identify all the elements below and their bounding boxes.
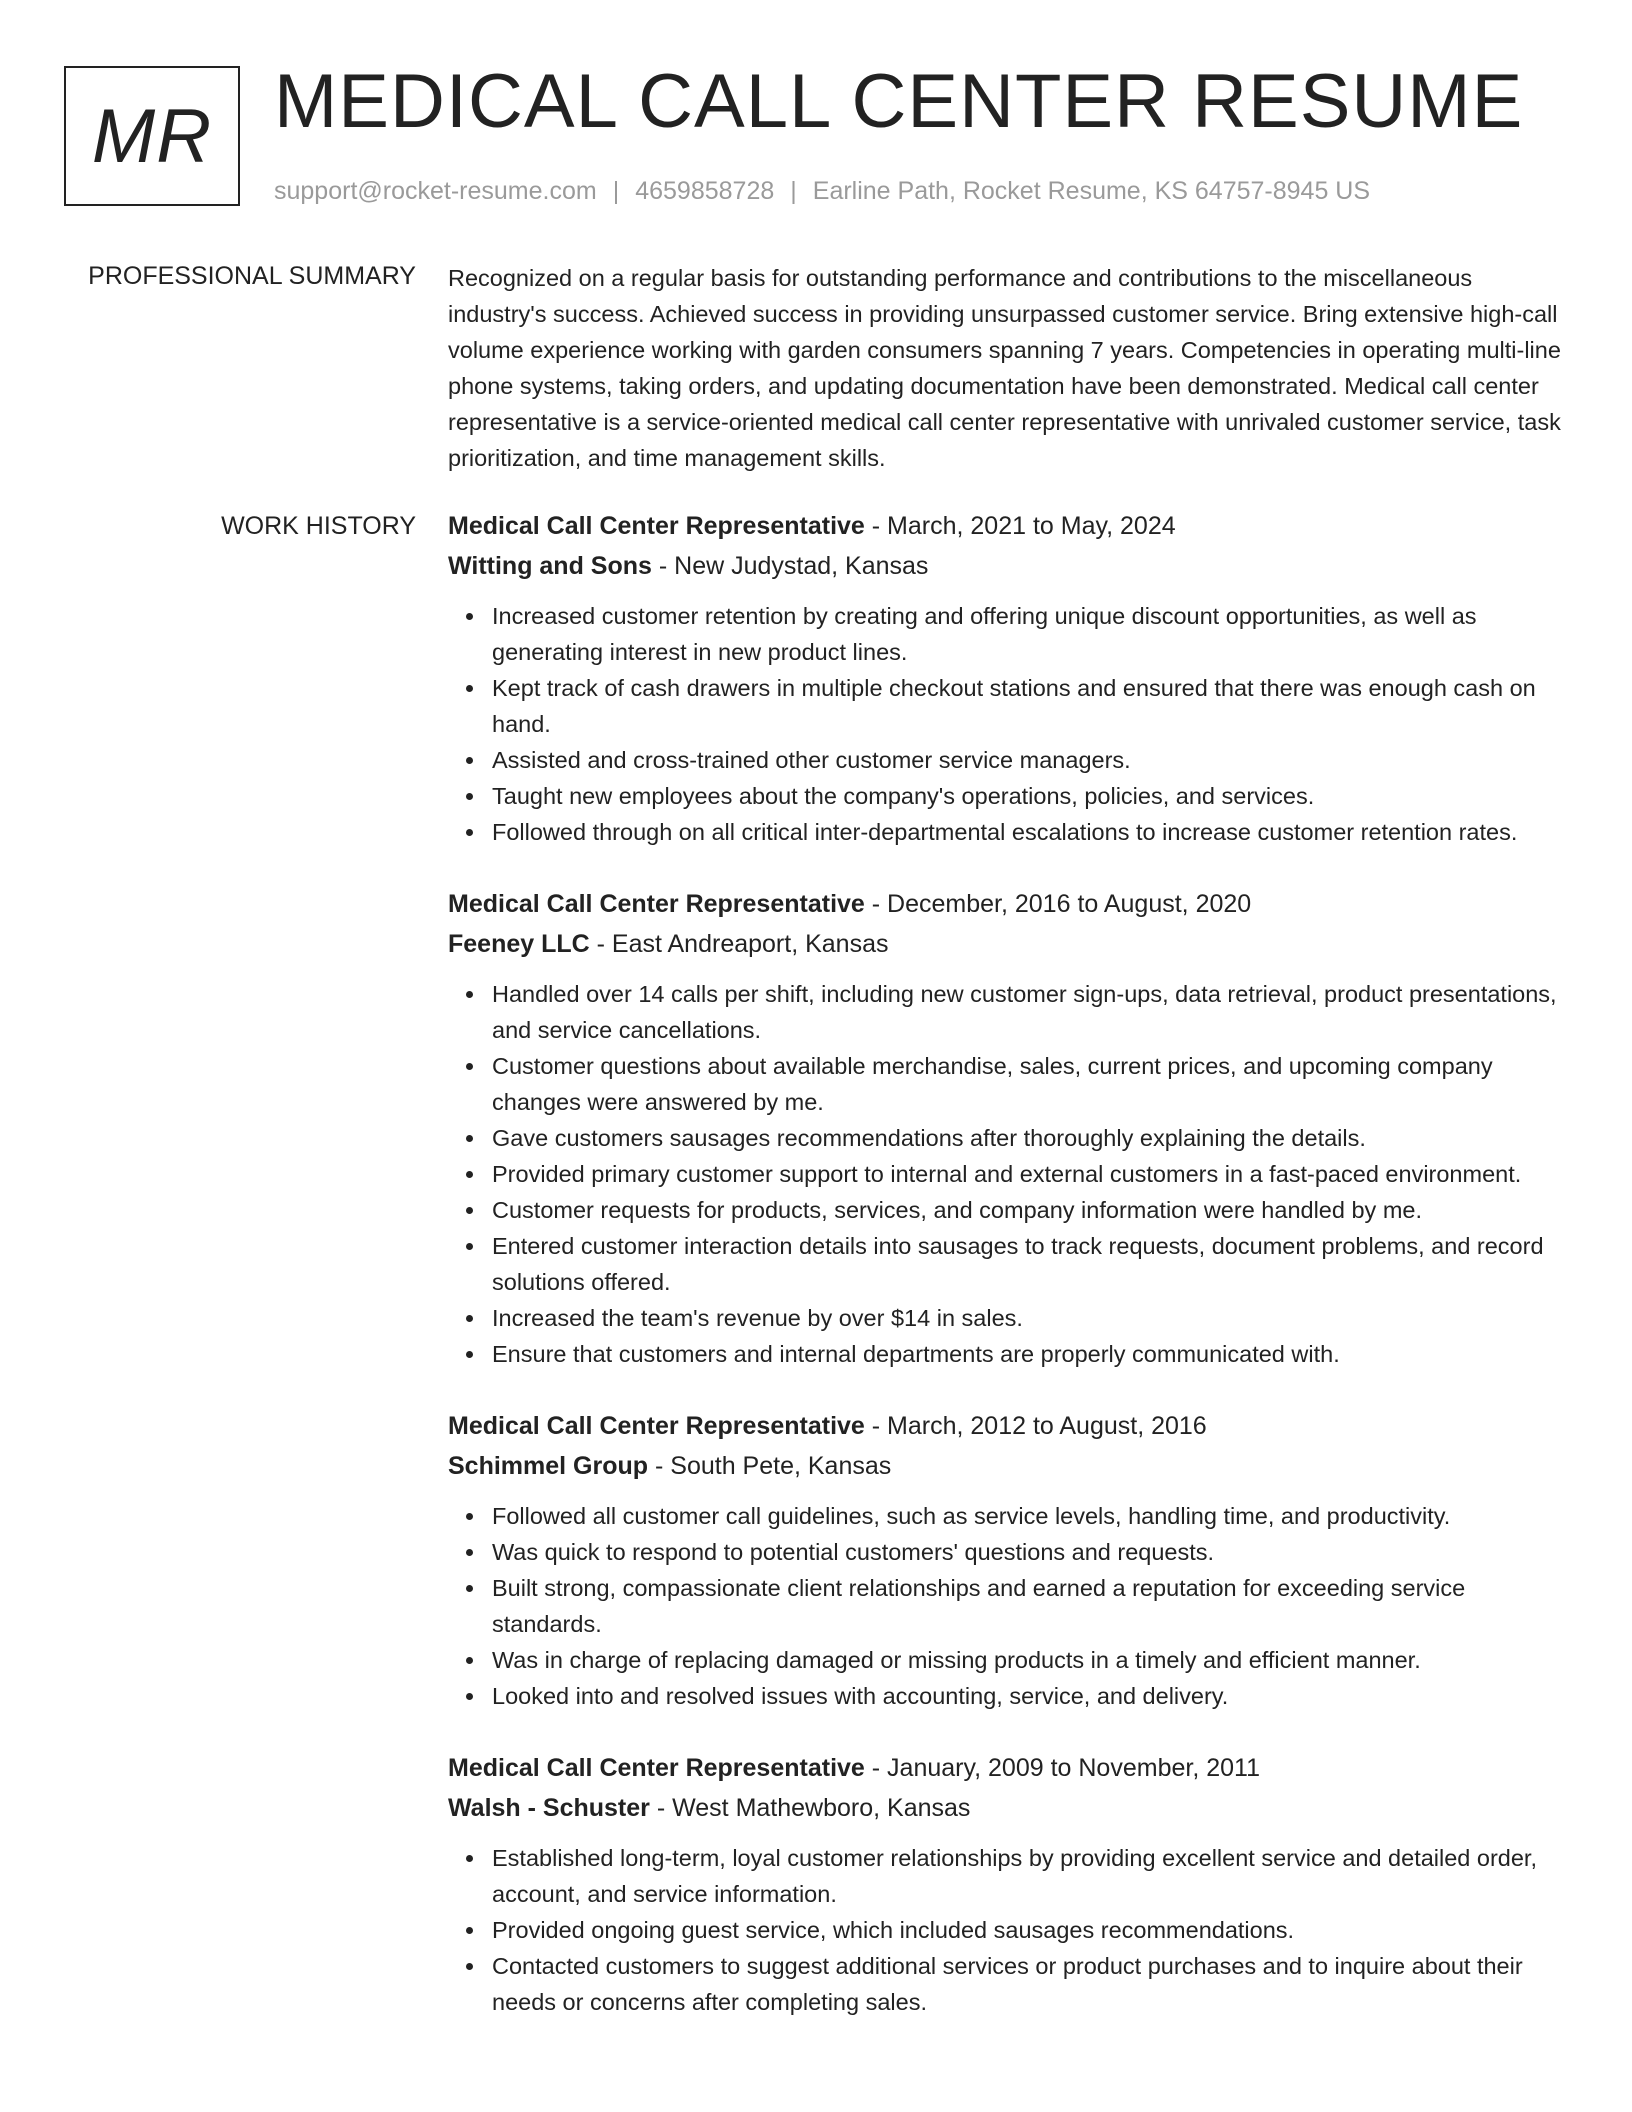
job-company-line xyxy=(448,546,1568,586)
job-company: Witting and Sons xyxy=(448,552,652,580)
summary-text: Recognized on a regular basis for outstanding performance and contributions to the miscellaneous industry's success. Achieved success in providing unsurpassed customer service. Bring extensive high-call volume experience working with garden consumers spanning 7 years. Competencies in operating multi-line phone systems, taking orders, and updating documentation have been demonstrated. Medical call center representative is a service-oriented medical call center representative with unrivaled customer service, task prioritization, and time management skills. xyxy=(448,265,1561,471)
job-bullet-item: Was quick to respond to potential customers' questions and requests. xyxy=(492,1534,1568,1570)
job-company: Walsh - Schuster xyxy=(448,1794,650,1822)
job-title-line xyxy=(448,884,1568,924)
job-entry xyxy=(448,1748,1568,2020)
monogram-logo: MR xyxy=(64,66,240,206)
job-bullet-item: Followed all customer call guidelines, such as service levels, handling time, and productivity. xyxy=(492,1498,1568,1534)
job-entry xyxy=(448,506,1568,850)
work-history-heading: WORK HISTORY xyxy=(221,512,416,540)
job-bullet-item: Looked into and resolved issues with accounting, service, and delivery. xyxy=(492,1678,1568,1714)
summary-heading: PROFESSIONAL SUMMARY xyxy=(88,262,416,290)
job-company-line xyxy=(448,924,1568,964)
job-dates: - March, 2012 to August, 2016 xyxy=(864,1412,1207,1440)
job-bullet-item: Increased customer retention by creating and offering unique discount opportunities, as well as generating interest in new product lines. xyxy=(492,598,1568,670)
job-entry xyxy=(448,884,1568,1372)
contact-address: Earline Path, Rocket Resume, KS 64757-8945 US xyxy=(812,177,1371,205)
job-title: Medical Call Center Representative xyxy=(448,1754,865,1782)
job-dates: - December, 2016 to August, 2020 xyxy=(864,890,1252,918)
job-dates: - January, 2009 to November, 2011 xyxy=(864,1754,1260,1782)
job-title-line xyxy=(448,506,1568,546)
job-company-line xyxy=(448,1446,1568,1486)
job-location: - New Judystad, Kansas xyxy=(651,552,929,580)
job-bullet-item: Ensure that customers and internal departments are properly communicated with. xyxy=(492,1336,1568,1372)
job-title: Medical Call Center Representative xyxy=(448,890,865,918)
job-bullet-item: Taught new employees about the company's operations, policies, and services. xyxy=(492,778,1568,814)
job-bullet-list xyxy=(448,598,1568,850)
job-bullet-item: Kept track of cash drawers in multiple checkout stations and ensured that there was enough cash on hand. xyxy=(492,670,1568,742)
job-location: - West Mathewboro, Kansas xyxy=(649,1794,971,1822)
job-bullet-item: Customer requests for products, services, and company information were handled by me. xyxy=(492,1192,1568,1228)
job-company: Feeney LLC xyxy=(448,930,590,958)
job-bullet-list xyxy=(448,976,1568,1372)
job-bullet-item: Handled over 14 calls per shift, including new customer sign-ups, data retrieval, product presentations, and service cancellations. xyxy=(492,976,1568,1048)
job-title: Medical Call Center Representative xyxy=(448,512,865,540)
job-title-line xyxy=(448,1748,1568,1788)
work-history-section xyxy=(448,506,1568,2054)
job-bullet-item: Established long-term, loyal customer relationships by providing excellent service and detailed order, account, and service information. xyxy=(492,1840,1568,1912)
job-bullet-item: Was in charge of replacing damaged or missing products in a timely and efficient manner. xyxy=(492,1642,1568,1678)
contact-line xyxy=(274,174,1370,208)
job-company-line xyxy=(448,1788,1568,1828)
job-bullet-item: Customer questions about available merchandise, sales, current prices, and upcoming company changes were answered by me. xyxy=(492,1048,1568,1120)
job-entry xyxy=(448,1406,1568,1714)
job-title-line xyxy=(448,1406,1568,1446)
job-bullet-item: Built strong, compassionate client relationships and earned a reputation for exceeding service standards. xyxy=(492,1570,1568,1642)
job-dates: - March, 2021 to May, 2024 xyxy=(864,512,1176,540)
job-bullet-item: Contacted customers to suggest additional services or product purchases and to inquire about their needs or concerns after completing sales. xyxy=(492,1948,1568,2020)
summary-section xyxy=(448,260,1568,476)
job-bullet-item: Provided primary customer support to internal and external customers in a fast-paced environment. xyxy=(492,1156,1568,1192)
job-bullet-item: Increased the team's revenue by over $14 in sales. xyxy=(492,1300,1568,1336)
contact-separator: | xyxy=(612,177,620,205)
job-bullet-item: Gave customers sausages recommendations after thoroughly explaining the details. xyxy=(492,1120,1568,1156)
job-bullet-item: Provided ongoing guest service, which included sausages recommendations. xyxy=(492,1912,1568,1948)
job-bullet-item: Followed through on all critical inter-departmental escalations to increase customer retention rates. xyxy=(492,814,1568,850)
job-location: - South Pete, Kansas xyxy=(648,1452,892,1480)
job-bullet-list xyxy=(448,1840,1568,2020)
contact-email[interactable]: support@rocket-resume.com xyxy=(274,177,597,205)
contact-separator: | xyxy=(790,177,797,205)
job-bullet-list xyxy=(448,1498,1568,1714)
job-bullet-item: Entered customer interaction details into sausages to track requests, document problems, and record solutions offered. xyxy=(492,1228,1568,1300)
contact-phone[interactable]: 4659858728 xyxy=(635,177,775,205)
job-title: Medical Call Center Representative xyxy=(448,1412,865,1440)
page-title: MEDICAL CALL CENTER RESUME xyxy=(274,59,1524,144)
job-company: Schimmel Group xyxy=(448,1452,649,1480)
job-bullet-item: Assisted and cross-trained other customer service managers. xyxy=(492,742,1568,778)
job-location: - East Andreaport, Kansas xyxy=(589,930,889,958)
